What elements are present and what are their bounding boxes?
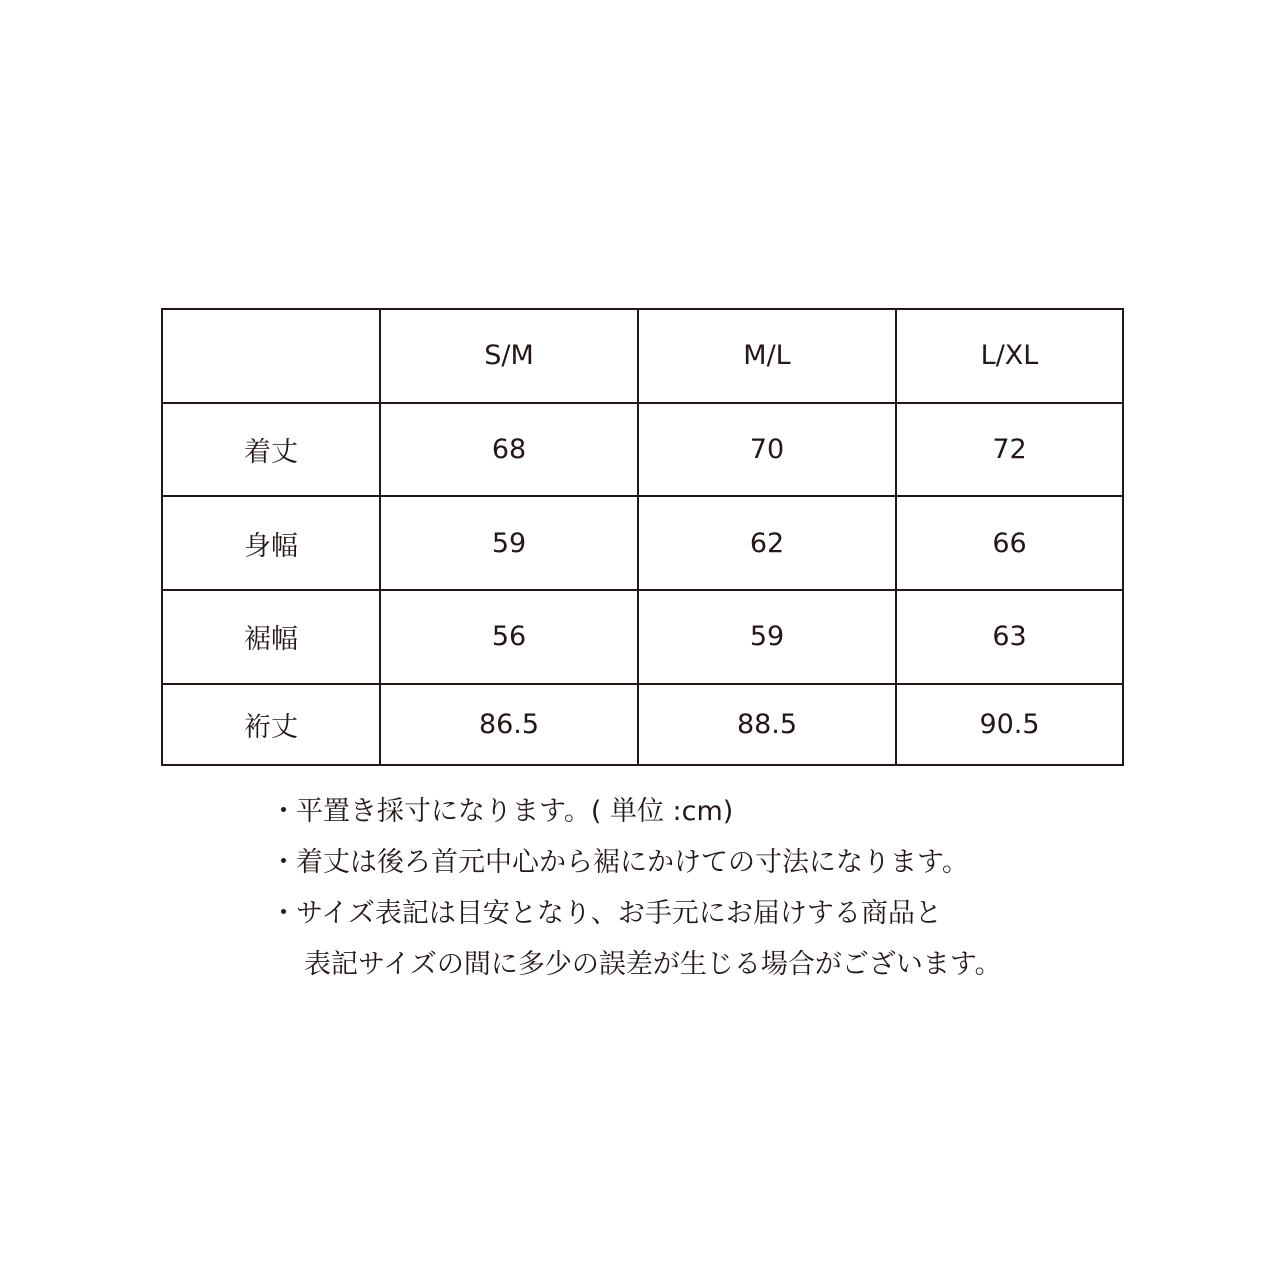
header-cell-size: S/M bbox=[380, 309, 638, 403]
table-cell: 59 bbox=[638, 590, 896, 684]
row-label: 身幅 bbox=[162, 496, 380, 590]
header-cell-size: L/XL bbox=[896, 309, 1123, 403]
notes-list bbox=[270, 786, 1170, 990]
note-text: サイズ表記は目安となり、お手元にお届けする商品と bbox=[296, 898, 942, 929]
header-cell-empty bbox=[162, 309, 380, 403]
table-cell: 90.5 bbox=[896, 684, 1123, 765]
table-cell: 86.5 bbox=[380, 684, 638, 765]
table-cell: 70 bbox=[638, 403, 896, 497]
row-label: 裾幅 bbox=[162, 590, 380, 684]
table-cell: 72 bbox=[896, 403, 1123, 497]
table-row bbox=[162, 496, 1123, 590]
note-text: 着丈は後ろ首元中心から裾にかけての寸法になります。 bbox=[296, 847, 969, 878]
row-label: 裄丈 bbox=[162, 684, 380, 765]
table-cell: 62 bbox=[638, 496, 896, 590]
table-cell: 88.5 bbox=[638, 684, 896, 765]
size-table bbox=[161, 308, 1124, 766]
row-label: 着丈 bbox=[162, 403, 380, 497]
note-item bbox=[270, 837, 1170, 888]
table-cell: 59 bbox=[380, 496, 638, 590]
table-row bbox=[162, 590, 1123, 684]
note-text: 平置き採寸になります。( 単位 :cm) bbox=[296, 796, 734, 827]
table-header-row bbox=[162, 309, 1123, 403]
table-row bbox=[162, 403, 1123, 497]
note-continuation: 表記サイズの間に多少の誤差が生じる場合がございます。 bbox=[304, 949, 1002, 980]
bullet-mark: ・ bbox=[270, 847, 297, 878]
table-cell: 66 bbox=[896, 496, 1123, 590]
bullet-mark: ・ bbox=[270, 796, 297, 827]
table-cell: 68 bbox=[380, 403, 638, 497]
note-item bbox=[270, 786, 1170, 837]
header-cell-size: M/L bbox=[638, 309, 896, 403]
table-cell: 63 bbox=[896, 590, 1123, 684]
bullet-mark: ・ bbox=[270, 898, 297, 929]
note-item bbox=[270, 888, 1170, 990]
table-cell: 56 bbox=[380, 590, 638, 684]
table-row bbox=[162, 684, 1123, 765]
